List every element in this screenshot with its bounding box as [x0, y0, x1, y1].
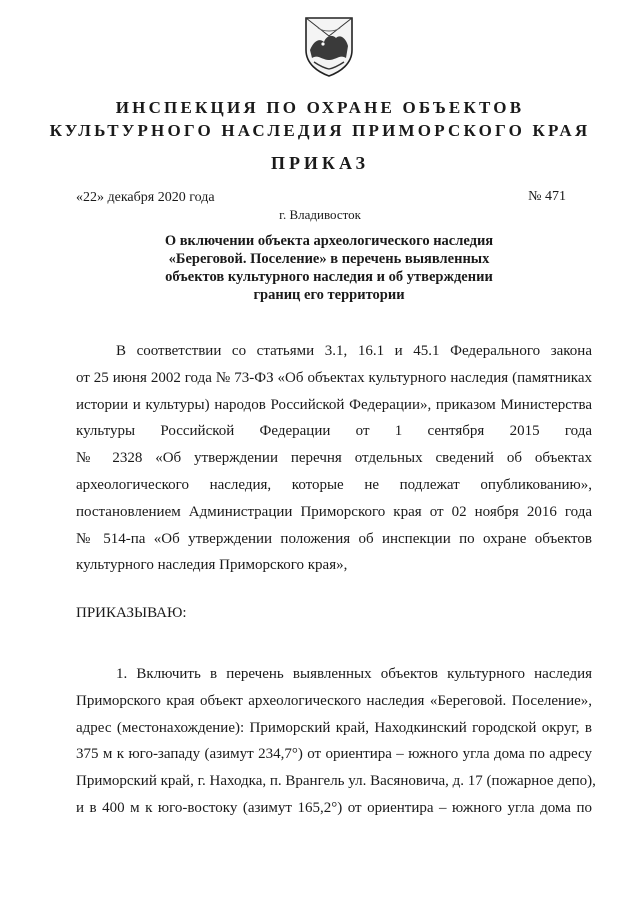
order-subject: [150, 232, 508, 304]
subject-line: объектов культурного наследия и об утверждении: [165, 269, 493, 285]
item-1-line: адрес (местонахождение): Приморский край, Находкинский городской округ, в: [76, 719, 592, 736]
order-date: «22» декабря 2020 года: [76, 190, 215, 205]
item-1-line: Приморский край, г. Находка, п. Врангель ул. Васяновича, д. 17 (пожарное депо),: [76, 773, 596, 790]
organization-name-line-2: КУЛЬТУРНОГО НАСЛЕДИЯ ПРИМОРСКОГО КРАЯ: [49, 121, 591, 140]
preamble-line: от 25 июня 2002 года № 73-ФЗ «Об объектах культурного наследия (памятниках: [76, 369, 592, 386]
order-word: ПРИКАЗЫВАЮ:: [76, 605, 187, 621]
preamble-line: постановлением Администрации Приморского края от 02 ноября 2016 года: [76, 503, 592, 520]
preamble-line: культуры Российской Федерации от 1 сентября 2015 года: [76, 423, 592, 440]
item-1-line: 375 м к юго-западу (азимут 234,7°) от ориентира – южного угла дома по адресу: [76, 746, 592, 763]
preamble-line: археологического наследия, которые не подлежат опубликованию»,: [76, 476, 592, 493]
preamble-paragraph: [76, 338, 592, 579]
organization-name-line-1: ИНСПЕКЦИЯ ПО ОХРАНЕ ОБЪЕКТОВ: [115, 98, 525, 117]
preamble-line: В соответствии со статьями 3.1, 16.1 и 45.1 Федерального закона: [116, 343, 592, 359]
order-number: № 471: [528, 189, 566, 204]
item-1-paragraph: [76, 661, 596, 822]
primorsky-krai-coat-of-arms-icon: [302, 14, 356, 78]
subject-line: «Береговой. Поселение» в перечень выявленных: [168, 251, 490, 267]
issue-city: г. Владивосток: [279, 207, 361, 222]
subject-line: границ его территории: [253, 287, 405, 303]
preamble-line: истории и культуры) народов Российской Федерации», приказом Министерства: [76, 396, 592, 413]
preamble-line: № 2328 «Об утверждении перечня отдельных сведений об объектах: [76, 450, 592, 467]
preamble-line: культурного наследия Приморского края»,: [76, 557, 348, 574]
subject-line: О включении объекта археологического наследия: [164, 233, 494, 249]
item-1-line: Приморского края объект археологического наследия «Береговой. Поселение»,: [76, 692, 592, 709]
document-type-title: ПРИКАЗ: [270, 153, 370, 173]
item-1-line: и в 400 м к юго-востоку (азимут 165,2°) от ориентира – южного угла дома по: [76, 799, 592, 816]
preamble-line: № 514-па «Об утверждении положения об инспекции по охране объектов: [76, 530, 592, 547]
item-1-line: 1. Включить в перечень выявленных объектов культурного наследия: [116, 666, 592, 682]
